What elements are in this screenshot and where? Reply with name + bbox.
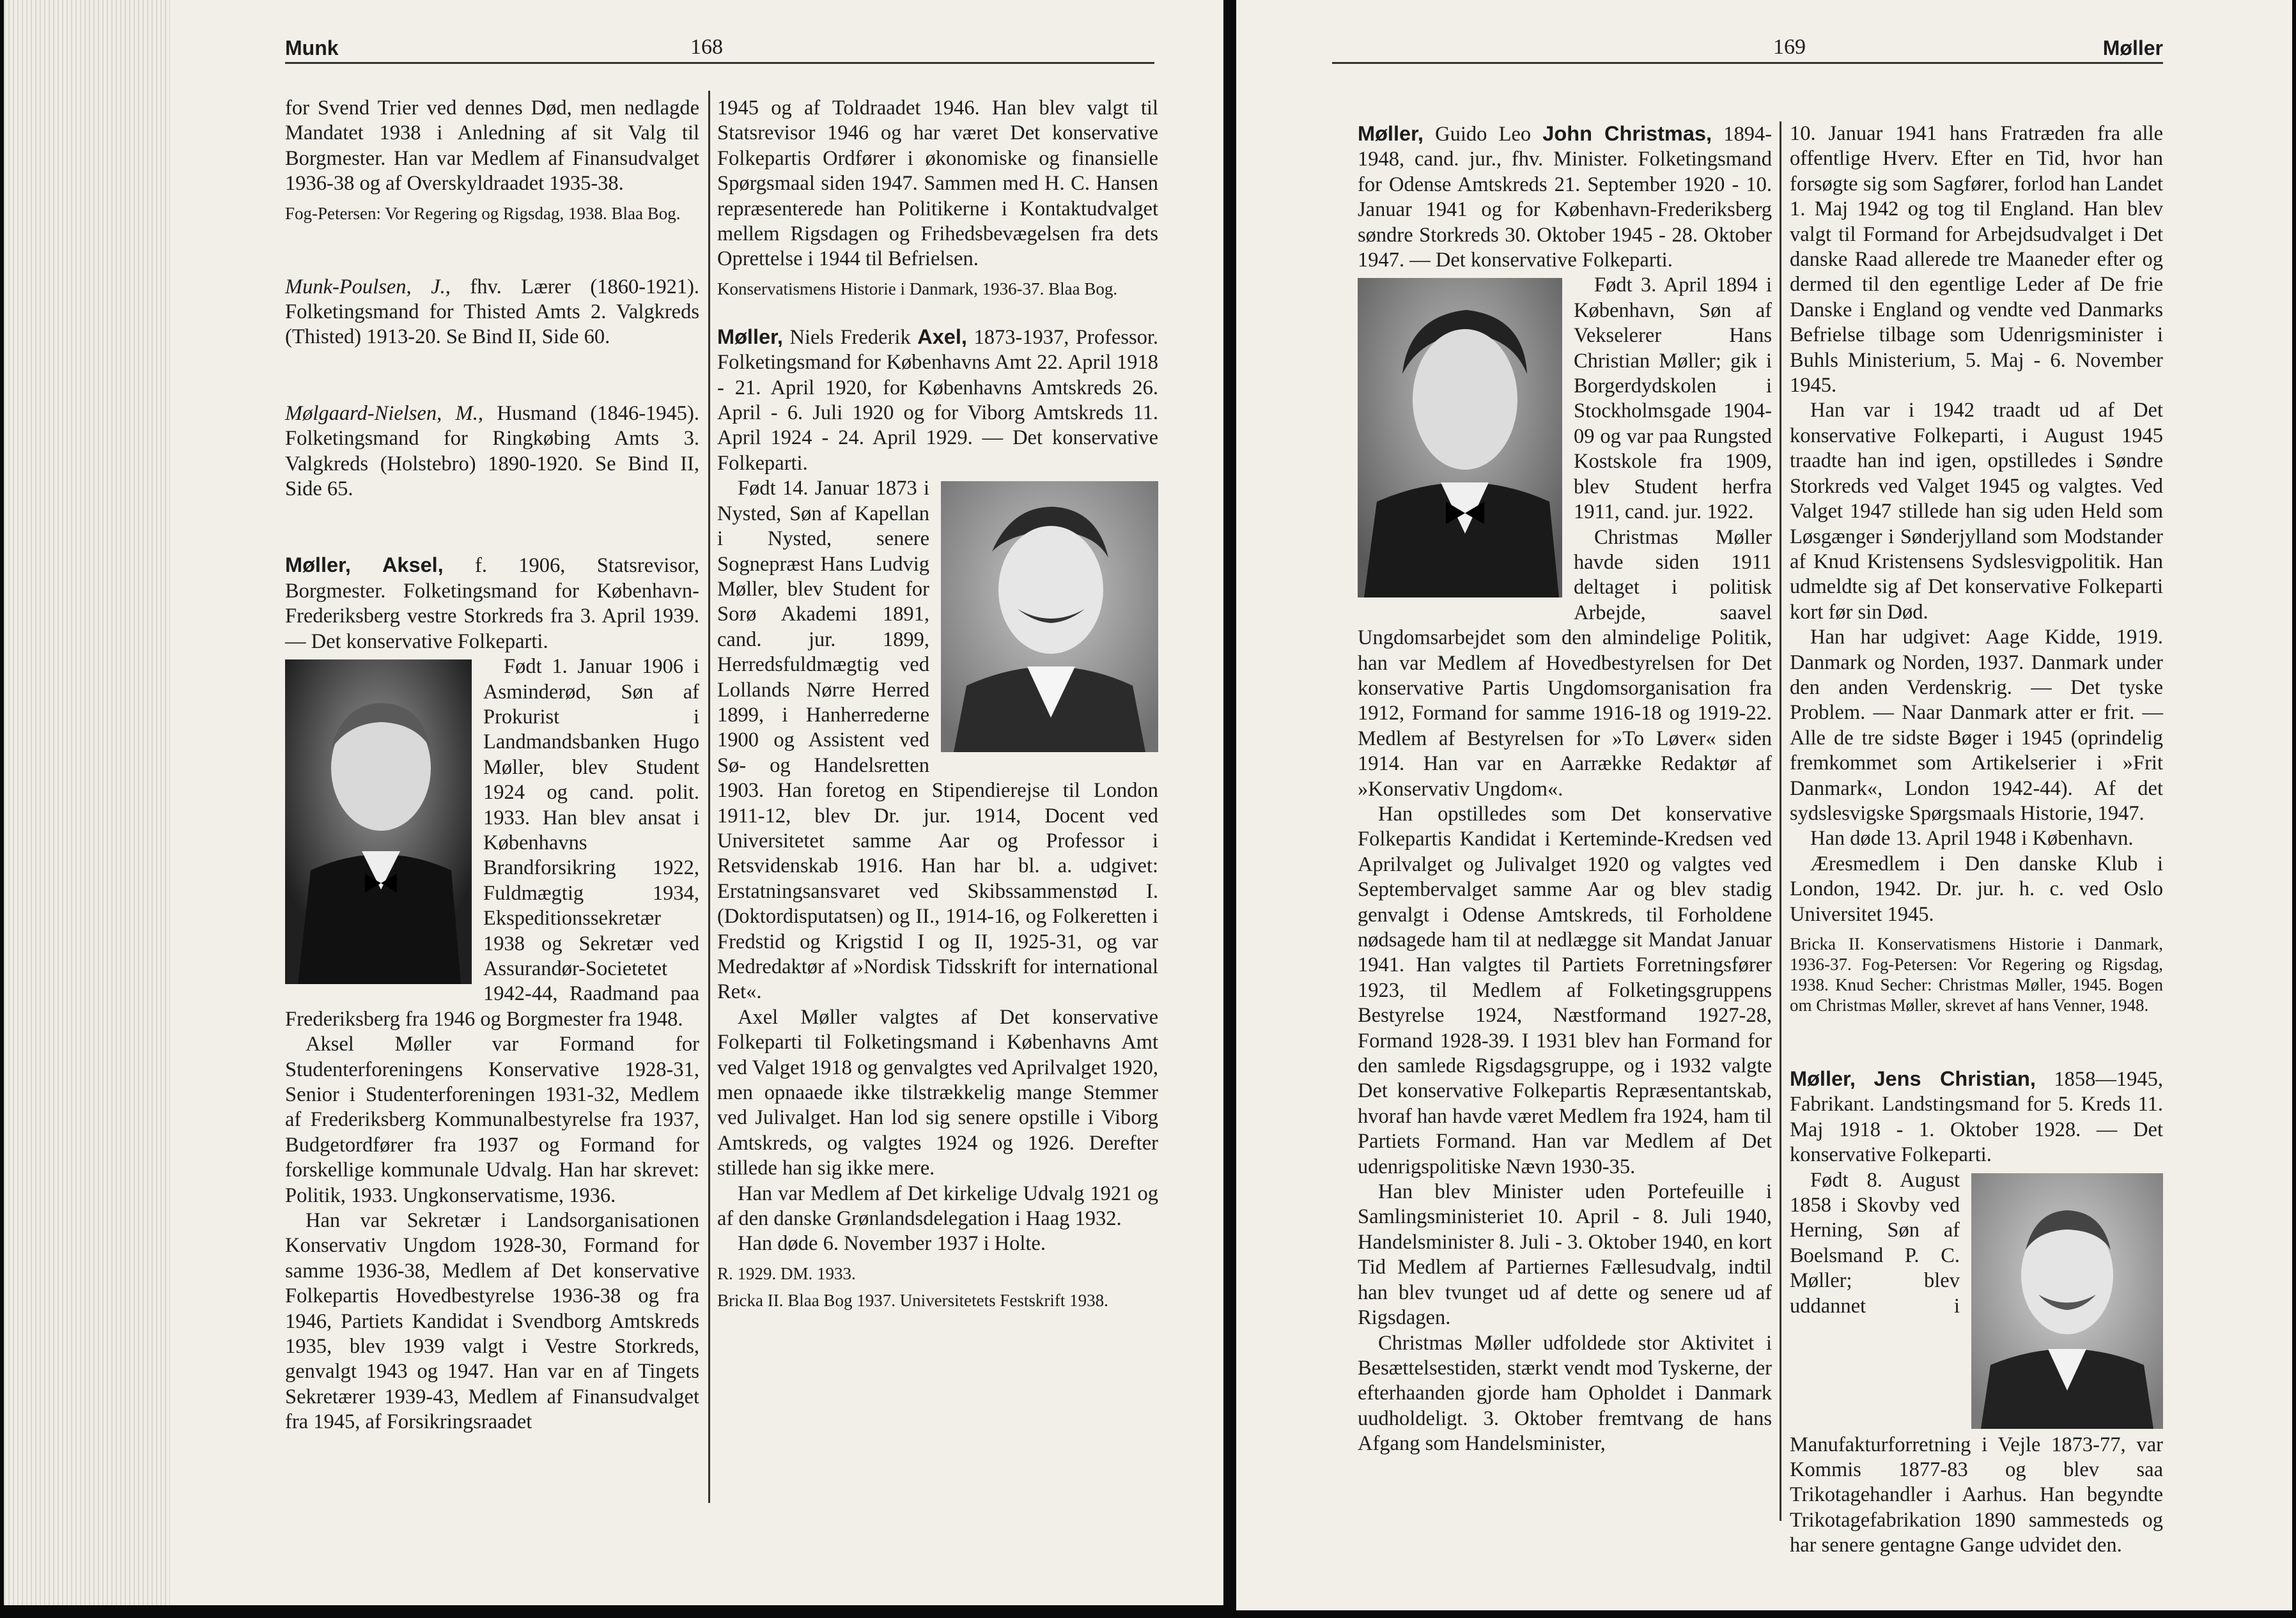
paragraph: Axel Møller valgtes af Det konservative Folkeparti til Folketingsmand i Københavns Amt ved Valget 1918 og genvalgtes ved Aprilvalget 1920, men opnaaede ikke tilstrækkelig mange Stemmer ved Julivalget. Han lod sig senere opstille i Viborg Amtskreds, og valgtes 1924 og 1926. Derefter stillede han sig ikke mere. bbox=[717, 1005, 1158, 1180]
portrait-axel-moller bbox=[941, 481, 1158, 752]
page-stack-edge bbox=[4, 0, 170, 1605]
column-right bbox=[1790, 121, 2163, 1559]
entry-name: Møller, bbox=[1358, 122, 1423, 145]
right-page-header bbox=[1332, 35, 2163, 64]
column-divider bbox=[1780, 121, 1781, 1521]
paragraph: Æresmedlem i Den danske Klub i London, 1942. Dr. jur. h. c. ved Oslo Universitet 1945. bbox=[1790, 852, 2163, 926]
paragraph: Født 14. Januar 1873 i Nysted, Søn af Kapellan i Nysted, senere Sognepræst Hans Ludvig Møller, blev Student for Sorø Akademi 1891, cand. jur. 1899, Herredsfuldmægtig ved Lollands Nørre Herred 1899, i Hanherrederne 1900 og Assistent ved Sø- og Handelsretten 1903. Han foretog en Stipendierejse til London 1911-12, blev Dr. jur. 1914, Docent ved Universitetet samme Aar og Professor i Retsvidenskab 1916. Han har bl. a. udgivet: Erstatningsansvaret ved Skibssammenstød I. (Doktordisputatsen) og II., 1914-16, og Folkeretten i Fredstid og Krigstid I og II, 1925-31, og var Medredaktør af »Nordisk Tidsskrift for international Ret«. bbox=[717, 477, 1158, 1004]
page-number: 168 bbox=[690, 35, 723, 59]
entry-name: Munk-Poulsen, J., bbox=[285, 275, 451, 298]
paragraph: Født 3. April 1894 i København, Søn af Vekselerer Hans Christian Møller; gik i Borgerdydskolen i Stockholmsgade 1904-09 og var paa Rungsted Kostskole fra 1909, blev Student herfra 1911, cand. jur. 1922. bbox=[1574, 274, 1772, 524]
portrait-christmas-moller bbox=[1358, 278, 1562, 597]
source-note: Bricka II. Blaa Bog 1937. Universitetets Festskrift 1938. bbox=[717, 1290, 1108, 1310]
column-left bbox=[285, 96, 699, 1435]
portrait-photo bbox=[1358, 278, 1562, 597]
portrait-photo bbox=[285, 659, 472, 984]
column-divider bbox=[708, 91, 710, 1503]
entry-aksel-moller: Møller, Aksel, f. 1906, Statsrevisor, Borgmester. Folketingsmand for København-Frederiksberg vestre Storkreds fra 3. April 1939. — Det konservative Folkeparti. bbox=[285, 553, 699, 653]
portrait-jens-christian-moller bbox=[1971, 1173, 2163, 1429]
column-left bbox=[1358, 121, 1772, 1457]
entry-name: Møller, bbox=[1790, 1067, 1856, 1090]
paragraph: Han døde 13. April 1948 i København. bbox=[1810, 827, 2134, 851]
running-head: Munk bbox=[285, 36, 339, 59]
paragraph: Han døde 6. November 1937 i Holte. bbox=[738, 1232, 1046, 1256]
portrait-photo bbox=[1971, 1173, 2163, 1429]
entry-jens-christian-moller: Møller, Jens Christian, 1858—1945, Fabrikant. Landstingsmand for 5. Kreds 11. Maj 1918 - 1. Oktober 1928. — Det konservative Folkeparti. bbox=[1790, 1067, 2163, 1167]
paragraph: 10. Januar 1941 hans Fratræden fra alle offentlige Hverv. Efter en Tid, hvor han forsøgte sig som Sagfører, forlod han Landet 1. Maj 1942 og tog til England. Han blev valgt til Formand for Arbejdsudvalget i Det danske Raad allerede tre Maaneder efter og dermed til den egentlige Leder af De frie Danske i England og vendte ved Danmarks Befrielse tilbage som Udenrigsminister i Buhls Ministerium, 5. Maj - 6. November 1945. bbox=[1790, 122, 2163, 397]
paragraph: Født 1. Januar 1906 i Asminderød, Søn af Prokurist i Landmandsbanken Hugo Møller, blev Student 1924 og cand. polit. 1933. Han blev ansat i Københavns Brandforsikring 1922, Fuldmægtig 1934, Ekspeditionssekretær 1938 og Sekretær ved Assurandør-Societetet 1942-44, Raadmand paa Frederiksberg fra 1946 og Borgmester fra 1948. bbox=[285, 655, 699, 1031]
entry-munk-poulsen: Munk-Poulsen, J., fhv. Lærer (1860-1921). Folketingsmand for Thisted Amts 2. Valgkreds (Thisted) 1913-20. Se Bind II, Side 60. bbox=[285, 275, 700, 349]
paragraph: Christmas Møller havde siden 1911 deltaget i politisk Arbejde, saavel Ungdomsarbejdet som den almindelige Politik, han var Medlem af Hovedbestyrelsen for Det konservative Partis Ungdomsorganisation fra 1912, Formand for samme 1916-18 og 1919-22. Medlem af Bestyrelsen for »To Løver« siden 1914. Han var en Aarrække Redaktør af »Konservativ Ungdom«. bbox=[1358, 525, 1772, 801]
paragraph: Aksel Møller var Formand for Studenterforeningens Konservative 1928-31, Senior i Studenterforeningen 1931-32, Medlem af Frederiksberg Kommunalbestyrelse fra 1937, Budgetordfører fra 1937 og Formand for forskellige kommunale Udvalg. Han har skrevet: Politik, 1933. Ungkonservatisme, 1936. bbox=[285, 1033, 699, 1207]
portrait-aksel-moller bbox=[285, 659, 472, 984]
source-note: Bricka II. Konservatismens Historie i Danmark, 1936-37. Fog-Petersen: Vor Regering og Rigsdag, 1938. Knud Secher: Christmas Møller, 1945. Bogen om Christmas Møller, skrevet af hans Venner, 1948. bbox=[1790, 934, 2163, 1015]
source-note: Konservatismens Historie i Danmark, 1936-37. Blaa Bog. bbox=[717, 279, 1118, 298]
left-page bbox=[4, 0, 1223, 1605]
paragraph: for Svend Trier ved dennes Død, men nedlagde Mandatet 1938 i Anledning af sit Valg til Borgmester. Han var Medlem af Finansudvalget 1936-38 og af Overskyldraadet 1935-38. bbox=[285, 96, 699, 196]
paragraph: Christmas Møller udfoldede stor Aktivitet i Besættelsestiden, stærkt vendt mod Tyskerne, der efterhaanden gjorde ham Opholdet i Danmark uudholdeligt. 3. Oktober fremtvang de hans Afgang som Handelsminister, bbox=[1358, 1331, 1772, 1456]
entry-name: Mølgaard-Nielsen, M., bbox=[285, 401, 483, 425]
entry-name: Møller, Aksel, bbox=[285, 553, 444, 577]
paragraph: Han blev Minister uden Portefeuille i Samlingsministeriet 10. April - 8. Juli 1940, Handelsminister 8. Juli - 3. Oktober 1940, en kort Tid Medlem af Partiernes Fællesudvalg, indtil han blev tvunget ud af dette og senere ud af Rigsdagen. bbox=[1358, 1180, 1772, 1330]
paragraph: Han har udgivet: Aage Kidde, 1919. Danmark og Norden, 1937. Danmark under den anden Verdenskrig. — Det tyske Problem. — Naar Danmark atter er frit. — Alle de tre sidste Bøger i 1945 (oprindelig fremkommet som Artikelserier i »Frit Danmark«, London 1942-44). Af det sydslesvigske Spørgsmaals Historie, 1947. bbox=[1790, 626, 2163, 825]
paragraph: Han opstilledes som Det konservative Folkepartis Kandidat i Kerteminde-Kredsen ved Aprilvalget og Julivalget 1920 og valgtes ved Septembervalget samme Aar og blev stadig genvalgt i Odense Amtskreds, til Forholdene nødsagede ham til at nedlægge sit Mandat Januar 1941. Han valgtes til Partiets Forretningsfører 1923, til Medlem af Folketingsgruppens Bestyrelse 1924, Næstformand 1927-28, Formand 1928-39. I 1931 blev han Formand for den samlede Rigsdagsgruppe, og i 1932 valgte Det konservative Folkepartis Repræsentantskab, hvoraf han havde været Medlem fra 1924, ham til Partiets Formand. Han var Medlem af Det udenrigspolitiske Nævn 1930-35. bbox=[1358, 802, 1772, 1178]
paragraph: 1945 og af Toldraadet 1946. Han blev valgt til Statsrevisor 1946 og har været Det konservative Folkepartis Ordfører i økonomiske og finansielle Spørgsmaal siden 1947. Sammen med H. C. Hansen repræsenterede han Politikerne i Kontaktudvalget mellem Rigsdagen og Frihedsbevægelsen fra dets Oprettelse i 1944 til Befrielsen. bbox=[717, 96, 1158, 271]
page-number: 169 bbox=[1773, 35, 1806, 59]
entry-name: Møller, bbox=[717, 325, 783, 348]
paragraph: Han var i 1942 traadt ud af Det konservative Folkeparti, i August 1945 traadte han ind igen, opstilledes i Søndre Storkreds ved Valget 1945 og valgtes. Ved Valget 1947 stillede han sig uden Held som Løsgænger i Sønderjylland som Modstander af Knud Kristensens Sydslesvigpolitik. Han udmeldte sig af Det konservative Folkeparti kort før sin Død. bbox=[1790, 399, 2163, 624]
entry-axel-moller: Møller, Niels Frederik Axel, 1873-1937, Professor. Folketingsmand for Københavns Amt 22. April 1918 - 21. April 1920, for Københavns Amtskreds 26. April - 6. Juli 1920 og for Viborg Amtskreds 11. April 1924 - 24. April 1929. — Det konservative Folkeparti. bbox=[717, 325, 1159, 475]
column-right bbox=[717, 96, 1158, 1311]
left-page-header bbox=[285, 35, 1154, 64]
entry-molgaard-nielsen: Mølgaard-Nielsen, M., Husmand (1846-1945). Folketingsmand for Ringkøbing Amts 3. Valgkreds (Holstebro) 1890-1920. Se Bind II, Side 65. bbox=[285, 401, 699, 501]
honors-note: R. 1929. DM. 1933. bbox=[717, 1263, 856, 1283]
paragraph: Født 8. August 1858 i Skovby ved Herning, Søn af Boelsmand P. C. Møller; blev uddannet i Manufakturforretning i Vejle 1873-77, var Kommis 1877-83 og blev saa Trikotagehandler i Aarhus. Han begyndte Trikotagefabrikation 1890 sammesteds og har senere gentagne Gange udvidet den. bbox=[1790, 1168, 2163, 1557]
paragraph: Han var Medlem af Det kirkelige Udvalg 1921 og af den danske Grønlandsdelegation i Haag 1932. bbox=[717, 1182, 1158, 1231]
portrait-photo bbox=[941, 481, 1158, 752]
right-page bbox=[1236, 0, 2292, 1610]
paragraph: Han var Sekretær i Landsorganisationen Konservativ Ungdom 1928-30, Formand for samme 1936-38, Medlem af Det konservative Folkepartis Hovedbestyrelse 1936-38 og fra 1946, Partiets Kandidat i Svendborg Amtskreds 1935, blev 1939 valgt i Vestre Storkreds, genvalgt 1943 og 1947. Han var en af Tingets Sekretærer 1939-43, Medlem af Finansudvalget fra 1945, af Forsikringsraadet bbox=[285, 1209, 699, 1434]
source-note: Fog-Petersen: Vor Regering og Rigsdag, 1938. Blaa Bog. bbox=[285, 203, 681, 223]
running-head: Møller bbox=[2102, 36, 2163, 59]
entry-christmas-moller: Møller, Guido Leo John Christmas, 1894-1948, cand. jur., fhv. Minister. Folketingsmand for Odense Amtskreds 21. September 1920 - 10. Januar 1941 og for København-Frederiksberg søndre Storkreds 30. Oktober 1945 - 28. Oktober 1947. — Det konservative Folkeparti. bbox=[1358, 122, 1772, 272]
